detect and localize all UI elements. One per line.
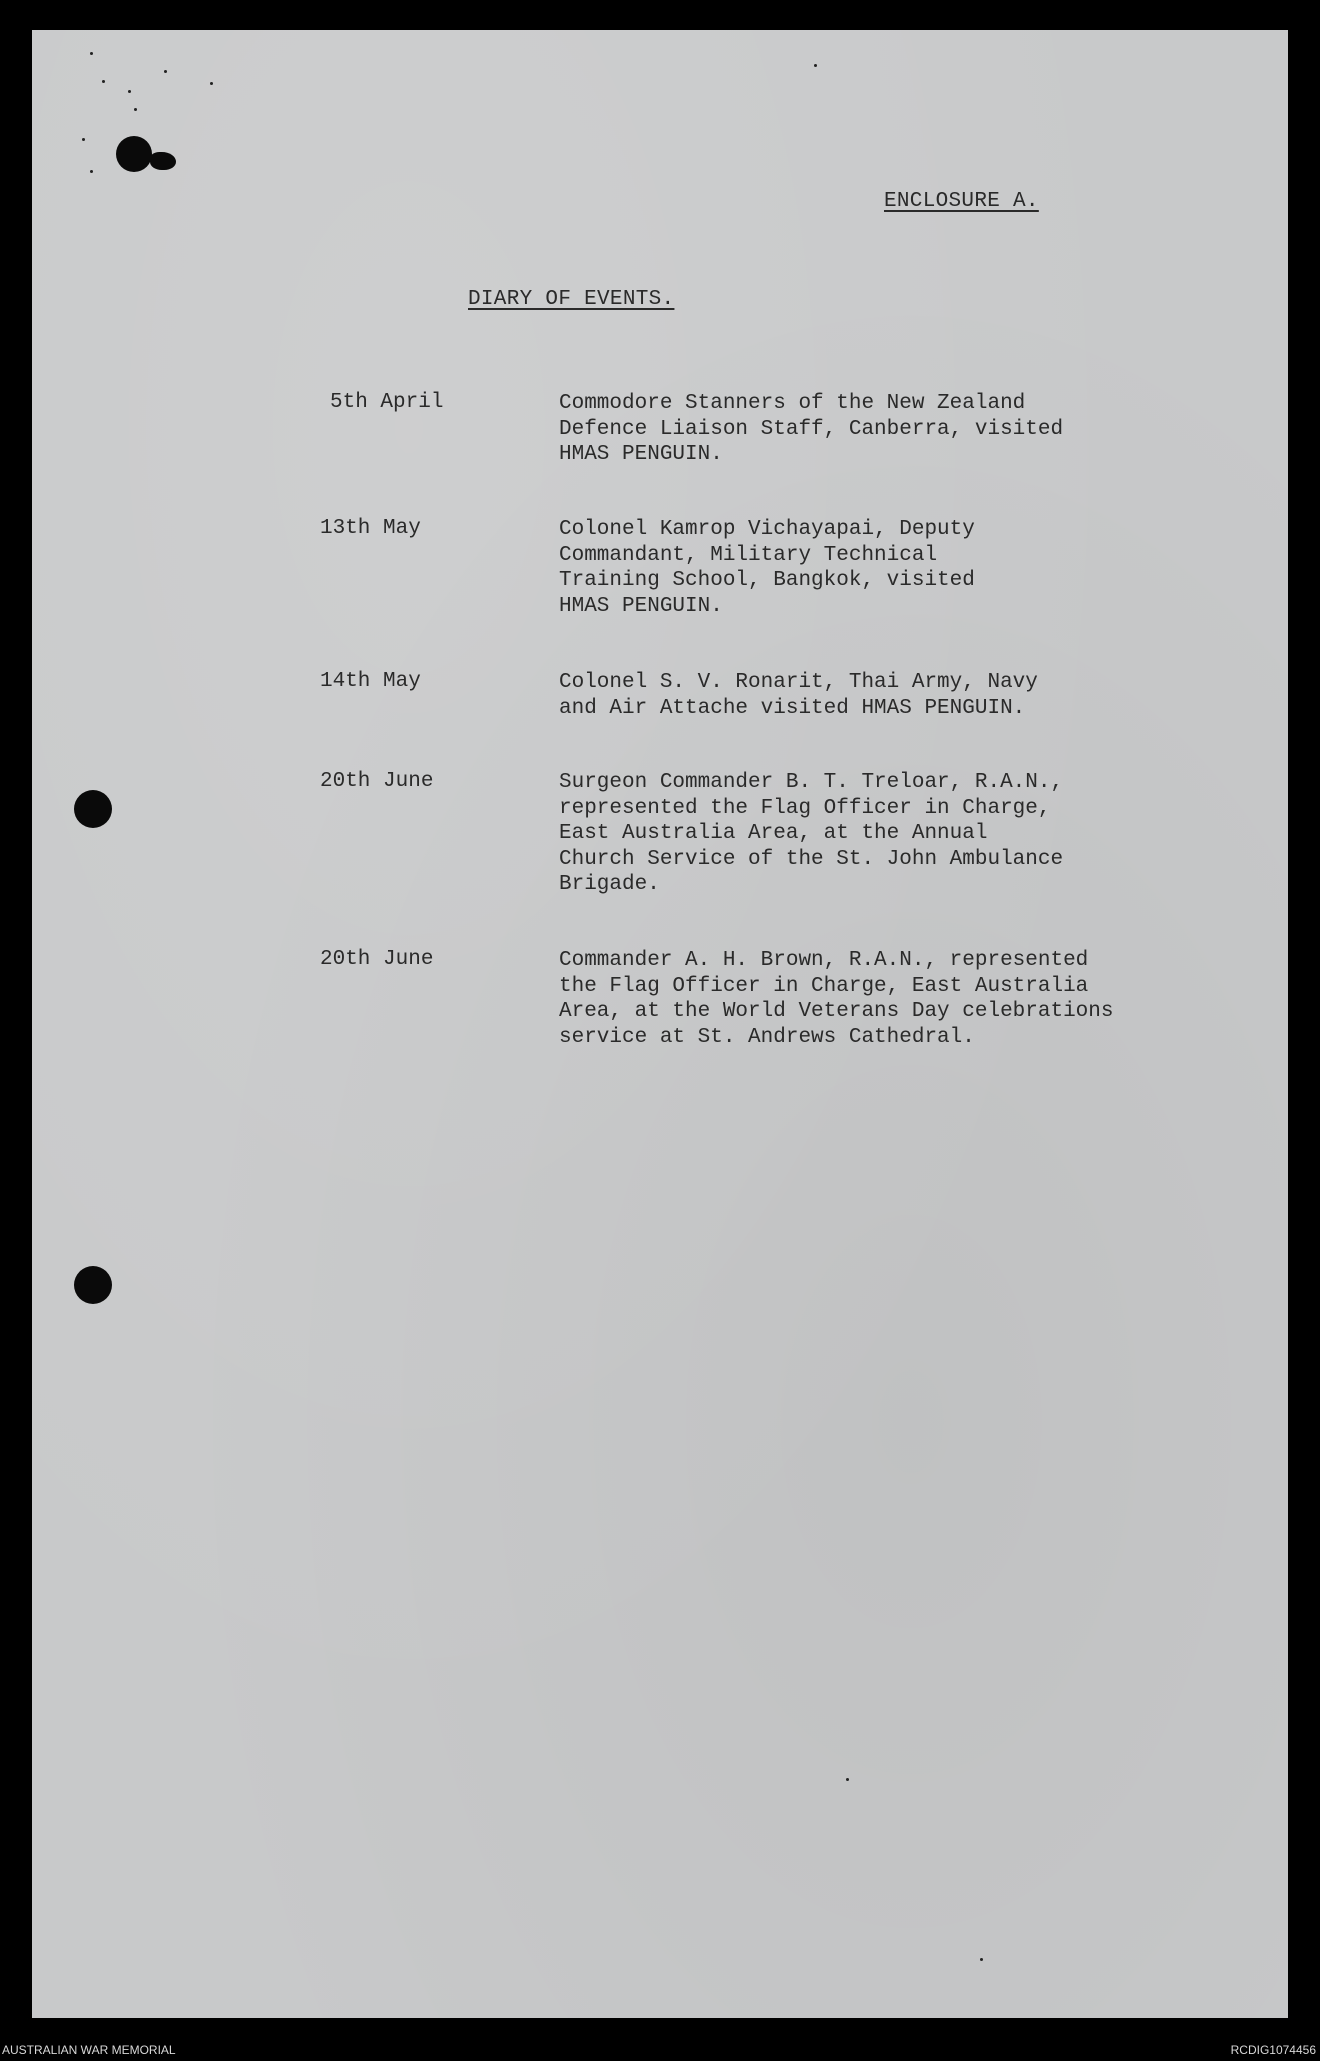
entry-text: Colonel S. V. Ronarit, Thai Army, Navy and Air Attache visited HMAS PENGUIN. xyxy=(559,671,1038,720)
punch-hole-top xyxy=(116,136,152,172)
speck xyxy=(846,1778,849,1781)
speck xyxy=(134,108,137,111)
entry-text: Surgeon Commander B. T. Treloar, R.A.N., represented the Flag Officer in Charge, East Australia Area, at the Annual Church Service of the St. John Ambulance Brigade. xyxy=(559,771,1064,896)
punch-hole-lower xyxy=(74,1266,112,1304)
torn-mark xyxy=(150,152,176,170)
entry-date: 20th June xyxy=(320,948,434,971)
entry-text: Commodore Stanners of the New Zealand Defence Liaison Staff, Canberra, visited HMAS PENGUIN. xyxy=(559,392,1064,466)
speck xyxy=(90,170,93,173)
enclosure-label: ENCLOSURE A. xyxy=(884,190,1039,213)
footer-institution: AUSTRALIAN WAR MEMORIAL xyxy=(2,2043,176,2057)
speck xyxy=(82,138,85,141)
speck xyxy=(164,70,167,73)
entry-date: 20th June xyxy=(320,770,434,793)
document-title: DIARY OF EVENTS. xyxy=(468,288,675,311)
entry-text: Colonel Kamrop Vichayapai, Deputy Commandant, Military Technical Training School, Bangkok, visited HMAS PENGUIN. xyxy=(559,518,975,618)
speck xyxy=(90,52,93,55)
punch-hole-middle xyxy=(74,790,112,828)
footer-reference: RCDIG1074456 xyxy=(1230,2043,1316,2057)
speck xyxy=(102,80,105,83)
entry-text: Commander A. H. Brown, R.A.N., represented the Flag Officer in Charge, East Australia Area, at the World Veterans Day celebrations service at St. Andrews Cathedral. xyxy=(559,949,1114,1049)
speck xyxy=(128,90,131,93)
speck xyxy=(814,64,817,67)
entry-date: 13th May xyxy=(320,517,421,540)
entry-date: 14th May xyxy=(320,670,421,693)
speck xyxy=(980,1958,983,1961)
document-page xyxy=(32,30,1288,2018)
entry-date: 5th April xyxy=(330,391,444,414)
speck xyxy=(210,82,213,85)
